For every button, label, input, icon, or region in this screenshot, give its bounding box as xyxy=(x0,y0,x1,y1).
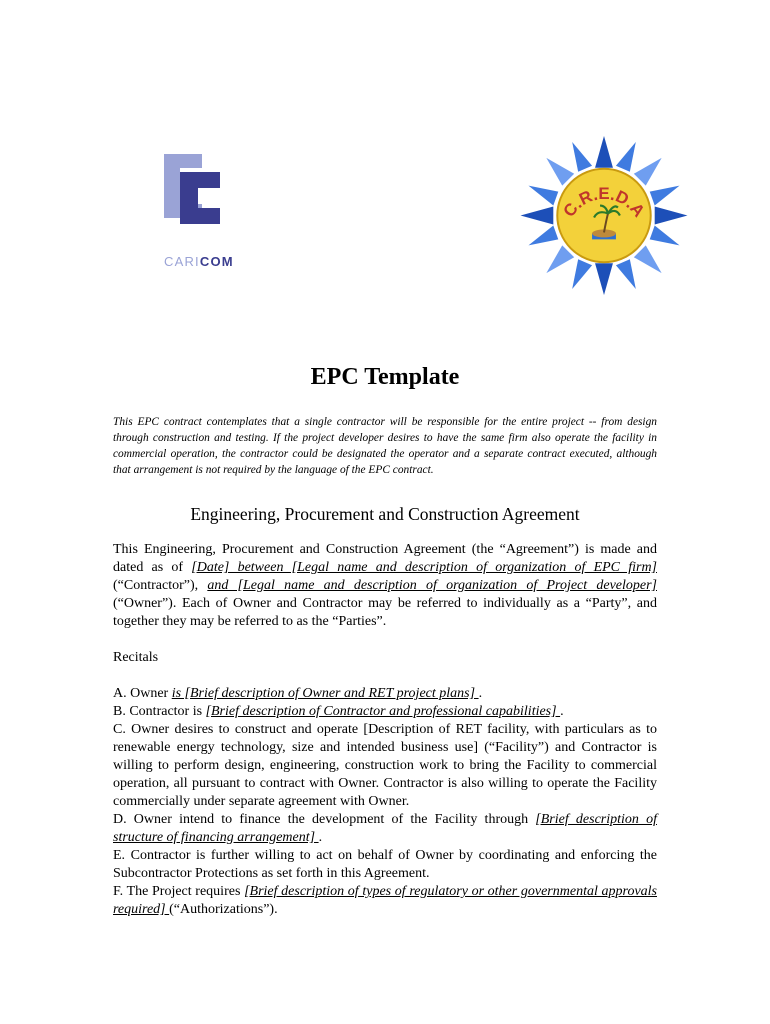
placeholder-date-epc-firm: [Date] between [Legal name and description of organization of EPC firm] xyxy=(191,560,657,575)
agreement-body xyxy=(113,541,657,919)
recital-e: E. Contractor is further willing to act on behalf of Owner by coordinating and enforcing the Subcontractor Protections as set forth in this Agreement. xyxy=(113,848,657,881)
placeholder-approvals: [Brief description of types of regulatory or other governmental approvals required] xyxy=(113,884,657,917)
recitals-heading: Recitals xyxy=(113,650,159,665)
placeholder-owner-description: is [Brief description of Owner and RET project plans] xyxy=(171,686,479,701)
intro-note: This EPC contract contemplates that a single contractor will be responsible for the entire project -- from design through construction and testing. If the project developer desires to have the same firm also operate the facility in commercial operation, the contractor could be designated the operator and a separate contract executed, although that arrangement is not required by the language of the EPC contract. xyxy=(113,416,657,476)
agreement-paragraph: This Engineering, Procurement and Construction Agreement (the “Agreement”) is made and dated as of [Date] between [Legal name and description of organization of EPC firm] (“Contractor”), and [Legal name and description of organization of Project developer] (“Owner”). Each of Owner and Contractor may be referred to individually as a “Party”, and together they may be referred to as the “Parties”. xyxy=(113,542,657,629)
recital-c: C. Owner desires to construct and operate [Description of RET facility, with particulars as to renewable energy technology, size and intended business use] (“Facility”) and Contractor is willing to perform design, engineering, construction work to bring the Facility to commercial operation, all pursuant to contract with Owner. Contractor is also willing to operate the Facility commercially under separate agreement with Owner. xyxy=(113,722,657,809)
placeholder-financing-structure: [Brief description of structure of financing arrangement] xyxy=(113,812,657,845)
caricom-logo-front-c xyxy=(180,172,220,224)
recital-f: F. The Project requires [Brief description of types of regulatory or other governmental approvals required] (“Authorizations”). xyxy=(113,884,657,917)
placeholder-contractor-description: [Brief description of Contractor and professional capabilities] xyxy=(205,704,561,719)
agreement-subtitle: Engineering, Procurement and Construction Agreement xyxy=(190,504,580,524)
document-title: EPC Template xyxy=(310,364,460,390)
creda-logo-text: C.R.E.D.A xyxy=(559,184,649,221)
caricom-logo-text: CARICOM xyxy=(164,254,234,269)
recital-a: A. Owner is [Brief description of Owner and RET project plans] . xyxy=(113,686,483,701)
recital-b: B. Contractor is [Brief description of Contractor and professional capabilities] . xyxy=(113,704,564,719)
recital-d: D. Owner intend to finance the development of the Facility through [Brief description of structure of financing arrangement] . xyxy=(113,812,657,845)
placeholder-project-developer: and [Legal name and description of organization of Project developer] xyxy=(207,578,657,593)
creda-logo xyxy=(519,133,689,298)
caricom-logo xyxy=(162,150,234,272)
